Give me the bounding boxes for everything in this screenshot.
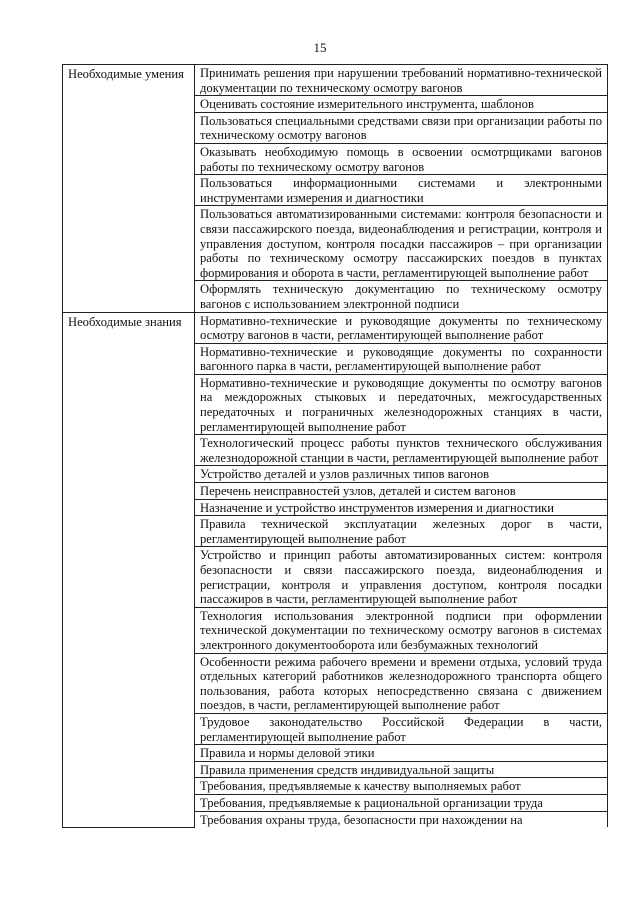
knowledge-item: Правила применения средств индивидуальной защиты: [195, 761, 608, 778]
skills-item: Оказывать необходимую помощь в освоении осмотрщиками вагонов работы по техническому осмотру вагонов: [195, 143, 608, 174]
requirements-table-body: [63, 65, 608, 828]
skills-item: Принимать решения при нарушении требований нормативно-технической документации по техническому осмотру вагонов: [195, 65, 608, 96]
knowledge-item: Перечень неисправностей узлов, деталей и систем вагонов: [195, 483, 608, 500]
knowledge-item: Правила и нормы деловой этики: [195, 745, 608, 762]
knowledge-section-label: Необходимые знания: [63, 312, 195, 827]
skills-item: Пользоваться информационными системами и электронными инструментами измерения и диагностики: [195, 175, 608, 206]
skills-section-label: Необходимые умения: [63, 65, 195, 313]
skills-item: Оценивать состояние измерительного инструмента, шаблонов: [195, 96, 608, 113]
skills-item: Пользоваться специальными средствами связи при организации работы по техническому осмотру вагонов: [195, 112, 608, 143]
page-number: 15: [313, 40, 327, 55]
knowledge-item: Требования охраны труда, безопасности при нахождении на: [195, 811, 608, 827]
knowledge-item: Требования, предъявляемые к рациональной организации труда: [195, 794, 608, 811]
knowledge-row: [63, 312, 608, 343]
knowledge-item: Технологический процесс работы пунктов технического обслуживания железнодорожной станции в части, регламентирующей выполнение работ: [195, 435, 608, 466]
requirements-table: [62, 64, 608, 828]
knowledge-item: Устройство деталей и узлов различных типов вагонов: [195, 466, 608, 483]
knowledge-item: Особенности режима рабочего времени и времени отдыха, условий труда отдельных категорий работников железнодорожного транспорта общего пользования, работа которых непосредственно связана с движением поездов, в части, регламентирующей выполнение работ: [195, 653, 608, 713]
skills-item: Оформлять техническую документацию по техническому осмотру вагонов с использованием электронной подписи: [195, 281, 608, 312]
knowledge-item: Устройство и принцип работы автоматизированных систем: контроля безопасности и связи пассажирского поезда, видеонаблюдения и регистрации, контроля и управления доступом, контроля посадки пассажиров в части, регламентирующей выполнение работ: [195, 547, 608, 607]
knowledge-item: Назначение и устройство инструментов измерения и диагностики: [195, 499, 608, 516]
skills-row: [63, 65, 608, 96]
knowledge-item: Правила технической эксплуатации железных дорог в части, регламентирующей выполнение работ: [195, 516, 608, 547]
knowledge-item: Требования, предъявляемые к качеству выполняемых работ: [195, 778, 608, 795]
knowledge-item: Нормативно-технические и руководящие документы по сохранности вагонного парка в части, регламентирующей выполнение работ: [195, 343, 608, 374]
skills-item: Пользоваться автоматизированными системами: контроля безопасности и связи пассажирского поезда, видеонаблюдения и регистрации, контроля и управления доступом, контроля посадки пассажиров – при организации работы по техническому осмотру пассажирских поездов в пунктах формирования и оборота в части, регламентирующей выполнение работ: [195, 206, 608, 281]
knowledge-item: Нормативно-технические и руководящие документы по техническому осмотру вагонов в части, регламентирующей выполнение работ: [195, 312, 608, 343]
knowledge-item: Нормативно-технические и руководящие документы по осмотру вагонов на междорожных стыковых и передаточных, межгосударственных передаточных и пограничных железнодорожных станциях в части, регламентирующей выполнение работ: [195, 374, 608, 434]
knowledge-item: Трудовое законодательство Российской Федерации в части, регламентирующей выполнение работ: [195, 713, 608, 744]
knowledge-item: Технология использования электронной подписи при оформлении технической документации по техническому осмотру вагонов в системах электронного документооборота или безбумажных технологий: [195, 607, 608, 653]
